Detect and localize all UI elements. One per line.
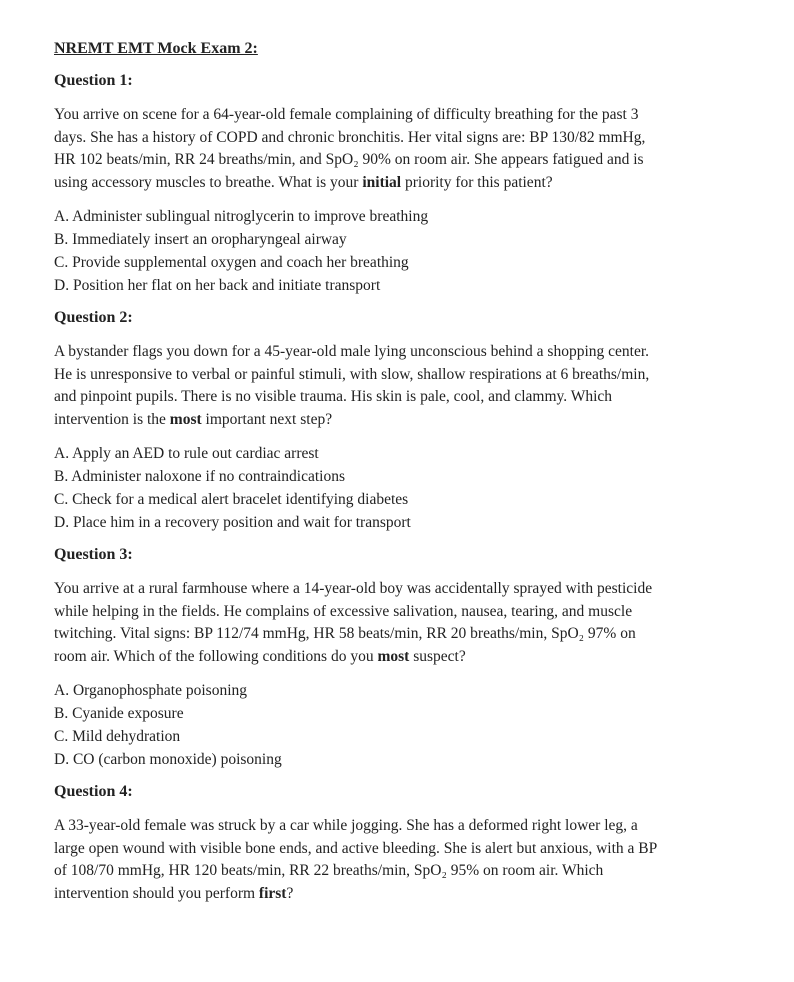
answer-options [54,442,734,534]
question-text-part: A 33-year-old female was struck by a car while jogging. She has a deformed right lower leg, a large open wound with visible bone ends, and active bleeding. She is alert but anxious, with a BP of 108/70 mmHg, HR 120 beats/min, RR 22 breaths/min, SpO₂ 95% on room air. Which intervention should you perform [54,817,658,902]
answer-option: A. Apply an AED to rule out cardiac arrest [54,445,319,462]
answer-option: A. Administer sublingual nitroglycerin to improve breathing [54,208,429,225]
document-title: NREMT EMT Mock Exam 2: [54,40,258,57]
question-emphasis: most [169,410,202,428]
question-heading: Question 2: [54,309,133,326]
question-text-part: You arrive on scene for a 64-year-old female complaining of difficulty breathing for the past 3 days. She has a history of COPD and chronic bronchitis. Her vital signs are: BP 130/82 mmHg, HR 102 beats/min, RR 24 breaths/min, and SpO₂ 90% on room air. She appears fatigued and is using accessory muscles to breathe. What is your [54,106,646,191]
question-text [54,341,734,431]
question-emphasis: most [377,647,410,665]
answer-option: C. Mild dehydration [54,728,181,745]
document-page [54,38,734,916]
question-text-part: suspect? [409,647,466,665]
answer-option: C. Provide supplemental oxygen and coach her breathing [54,254,409,271]
question-text [54,578,734,668]
question-emphasis: first [258,884,287,902]
question-2 [54,307,734,534]
question-text-part: important next step? [201,410,333,428]
question-heading: Question 4: [54,783,133,800]
answer-options [54,205,734,297]
question-heading: Question 1: [54,72,133,89]
question-text [54,815,734,905]
answer-option: D. CO (carbon monoxide) poisoning [54,751,282,768]
answer-option: C. Check for a medical alert bracelet identifying diabetes [54,491,409,508]
answer-option: B. Administer naloxone if no contraindications [54,468,346,485]
answer-option: A. Organophosphate poisoning [54,682,248,699]
question-text-part: ? [286,884,294,902]
question-text [54,104,734,194]
answer-option: B. Immediately insert an oropharyngeal airway [54,231,347,248]
question-emphasis: initial [362,173,402,191]
question-3 [54,544,734,771]
answer-option: D. Place him in a recovery position and wait for transport [54,514,411,531]
answer-option: D. Position her flat on her back and initiate transport [54,277,381,294]
question-text-part: priority for this patient? [401,173,553,191]
answer-option: B. Cyanide exposure [54,705,184,722]
question-heading: Question 3: [54,546,133,563]
question-text-part: You arrive at a rural farmhouse where a 14-year-old boy was accidentally sprayed with pesticide while helping in the fields. He complains of excessive salivation, nausea, tearing, and muscle twitching. Vital signs: BP 112/74 mmHg, HR 58 beats/min, RR 20 breaths/min, SpO₂ 97% on room air. Which of the following conditions do you [54,580,653,665]
question-text-part: A bystander flags you down for a 45-year-old male lying unconscious behind a shopping center. He is unresponsive to verbal or painful stimuli, with slow, shallow respirations at 6 breaths/min, and pinpoint pupils. There is no visible trauma. His skin is pale, cool, and clammy. Which intervention is the [54,343,650,428]
answer-options [54,679,734,771]
question-4 [54,781,734,905]
question-1 [54,70,734,297]
